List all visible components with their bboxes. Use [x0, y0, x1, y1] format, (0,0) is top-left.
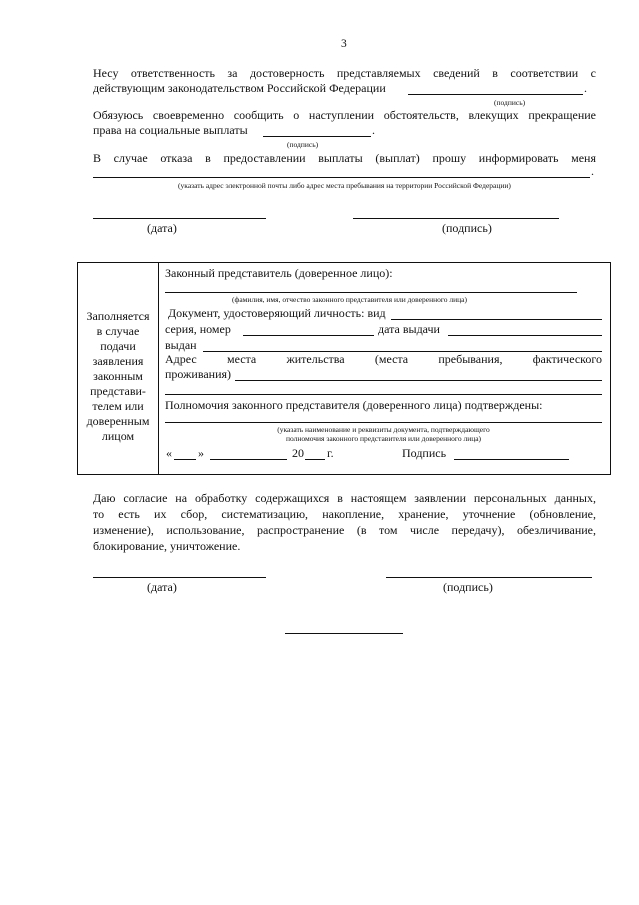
- page-number: 3: [341, 38, 347, 50]
- date-field-1[interactable]: [93, 218, 266, 219]
- obligation-signature-field[interactable]: [263, 136, 371, 137]
- signature-caption-2: (подпись): [443, 580, 493, 594]
- signature-caption-1: (подпись): [442, 221, 492, 235]
- responsibility-line-2: действующим законодательством Российской Федерации: [93, 81, 386, 95]
- signature-field-2[interactable]: [386, 577, 592, 578]
- address-label-line: Адрес места жительства (места пребывания, фактического: [165, 352, 602, 366]
- notification-address-caption: (указать адрес электронной почты либо адрес места пребывания на территории Российской Федерации): [178, 181, 511, 190]
- date-caption-1: (дата): [147, 221, 177, 235]
- signature-field-1[interactable]: [353, 218, 559, 219]
- series-number-field[interactable]: [243, 335, 374, 336]
- box-divider: [158, 263, 159, 474]
- box-signature-field[interactable]: [454, 459, 569, 460]
- obligation-line-2: права на социальные выплаты: [93, 123, 248, 137]
- consent-line-2: то есть их сбор, систематизацию, накопление, хранение, уточнение (обновление,: [93, 507, 596, 521]
- representative-box: [77, 262, 611, 475]
- date-caption-2: (дата): [147, 580, 177, 594]
- address-field[interactable]: [235, 380, 602, 381]
- box-year-prefix: 20: [292, 446, 304, 460]
- consent-line-1: Даю согласие на обработку содержащихся в настоящем заявлении персональных данных,: [93, 491, 596, 505]
- powers-caption-2: полномочия законного представителя или доверенного лица): [285, 434, 482, 443]
- box-year-suffix: г.: [327, 446, 334, 460]
- consent-line-4: блокирование, уничтожение.: [93, 539, 241, 553]
- powers-caption-1: (указать наименование и реквизиты документа, подтверждающего: [277, 425, 490, 434]
- powers-document-field[interactable]: [165, 422, 602, 423]
- series-number-label: серия, номер: [165, 322, 231, 336]
- notification-address-field[interactable]: [93, 177, 590, 178]
- box-day-field[interactable]: [174, 459, 196, 460]
- address-label-line-2: проживания): [165, 367, 232, 381]
- responsibility-line-1: Несу ответственность за достоверность представляемых сведений в соответствии с: [93, 66, 596, 80]
- obligation-signature-caption: (подпись): [287, 140, 319, 149]
- date-field-2[interactable]: [93, 577, 266, 578]
- address-field-extra[interactable]: [165, 394, 602, 395]
- powers-label: Полномочия законного представителя (доверенного лица) подтверждены:: [165, 398, 543, 412]
- representative-title: Законный представитель (доверенное лицо):: [165, 266, 393, 280]
- closing-separator: [285, 633, 403, 634]
- identity-document-type-field[interactable]: [391, 319, 602, 320]
- box-signature-label: Подпись: [402, 446, 447, 460]
- box-year-field[interactable]: [305, 459, 325, 460]
- responsibility-signature-caption: (подпись): [494, 98, 526, 107]
- box-left-label: Заполняется в случае подачи заявления законным представи- телем или доверенным лицом: [86, 309, 150, 443]
- issue-date-field[interactable]: [448, 335, 602, 336]
- issued-by-label: выдан: [165, 338, 197, 352]
- box-month-field[interactable]: [210, 459, 287, 460]
- consent-line-3: изменение), использование, распространение (в том числе передачу), обезличивание,: [93, 523, 596, 537]
- representative-name-caption: (фамилия, имя, отчество законного представителя или доверенного лица): [232, 295, 467, 304]
- issue-date-label: дата выдачи: [378, 322, 440, 336]
- responsibility-signature-field[interactable]: [408, 94, 583, 95]
- refusal-notice-line: В случае отказа в предоставлении выплаты (выплат) прошу информировать меня: [93, 151, 596, 165]
- representative-name-field[interactable]: [165, 292, 577, 293]
- obligation-line-1: Обязуюсь своевременно сообщить о наступлении обстоятельств, влекущих прекращение: [93, 108, 596, 122]
- identity-document-label: Документ, удостоверяющий личность: вид: [168, 306, 386, 320]
